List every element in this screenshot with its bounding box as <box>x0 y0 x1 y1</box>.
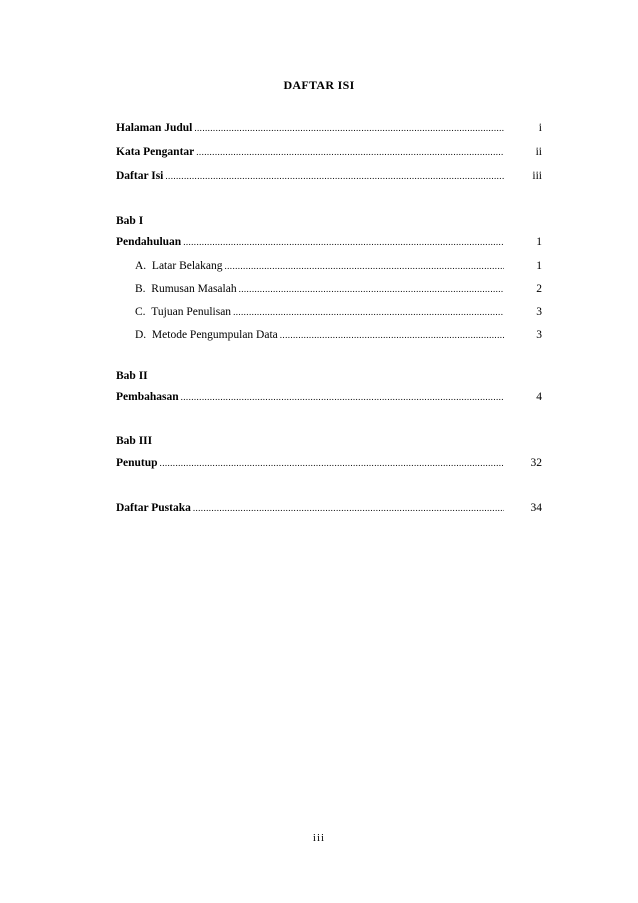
leader-dots <box>160 455 504 471</box>
leader-dots <box>181 389 504 405</box>
leader-dots <box>196 144 504 160</box>
toc-entry-page: 3 <box>536 306 542 318</box>
leader-dots <box>233 304 504 320</box>
toc-entry-latar-belakang <box>135 258 546 274</box>
toc-entry-page: iii <box>532 170 542 182</box>
toc-entry-page: i <box>538 122 542 134</box>
leader-dots <box>165 168 504 184</box>
toc-entry-page: 32 <box>530 457 542 469</box>
toc-entry-label: A. Latar Belakang <box>135 260 223 272</box>
toc-entry-pendahuluan <box>116 234 546 250</box>
toc-entry-page: 1 <box>536 260 542 272</box>
toc-entry-halaman-judul <box>116 120 546 136</box>
toc-entry-daftar-isi <box>116 168 546 184</box>
toc-entry-label: Pembahasan <box>116 391 179 403</box>
toc-entry-kata-pengantar <box>116 144 546 160</box>
toc-entry-label: D. Metode Pengumpulan Data <box>135 329 278 341</box>
toc-entry-penutup <box>116 455 546 471</box>
chapter-heading-bab-3: Bab III <box>116 435 153 447</box>
leader-dots <box>194 120 504 136</box>
leader-dots <box>183 234 504 250</box>
toc-entry-label: Halaman Judul <box>116 122 193 134</box>
page-number: iii <box>312 832 326 844</box>
page-title: DAFTAR ISI <box>283 78 355 92</box>
leader-dots <box>225 258 505 274</box>
toc-entry-page: 3 <box>536 329 542 341</box>
toc-entry-metode-pengumpulan-data <box>135 327 546 343</box>
toc-entry-pembahasan <box>116 389 546 405</box>
toc-entry-page: 2 <box>536 283 542 295</box>
leader-dots <box>239 281 504 297</box>
chapter-heading-bab-2: Bab II <box>116 370 148 382</box>
toc-entry-label: B. Rumusan Masalah <box>135 283 237 295</box>
toc-entry-tujuan-penulisan <box>135 304 546 320</box>
leader-dots <box>280 327 504 343</box>
toc-entry-page: ii <box>535 146 542 158</box>
leader-dots <box>193 500 504 516</box>
toc-entry-page: 1 <box>536 236 542 248</box>
toc-entry-page: 34 <box>530 502 542 514</box>
toc-entry-label: Kata Pengantar <box>116 146 195 158</box>
toc-entry-daftar-pustaka <box>116 500 546 516</box>
toc-entry-page: 4 <box>536 391 542 403</box>
toc-entry-label: Penutup <box>116 457 158 469</box>
toc-entry-label: Pendahuluan <box>116 236 182 248</box>
toc-entry-label: Daftar Pustaka <box>116 502 191 514</box>
toc-entry-rumusan-masalah <box>135 281 546 297</box>
toc-entry-label: Daftar Isi <box>116 170 164 182</box>
toc-entry-label: C. Tujuan Penulisan <box>135 306 232 318</box>
chapter-heading-bab-1: Bab I <box>116 215 144 227</box>
